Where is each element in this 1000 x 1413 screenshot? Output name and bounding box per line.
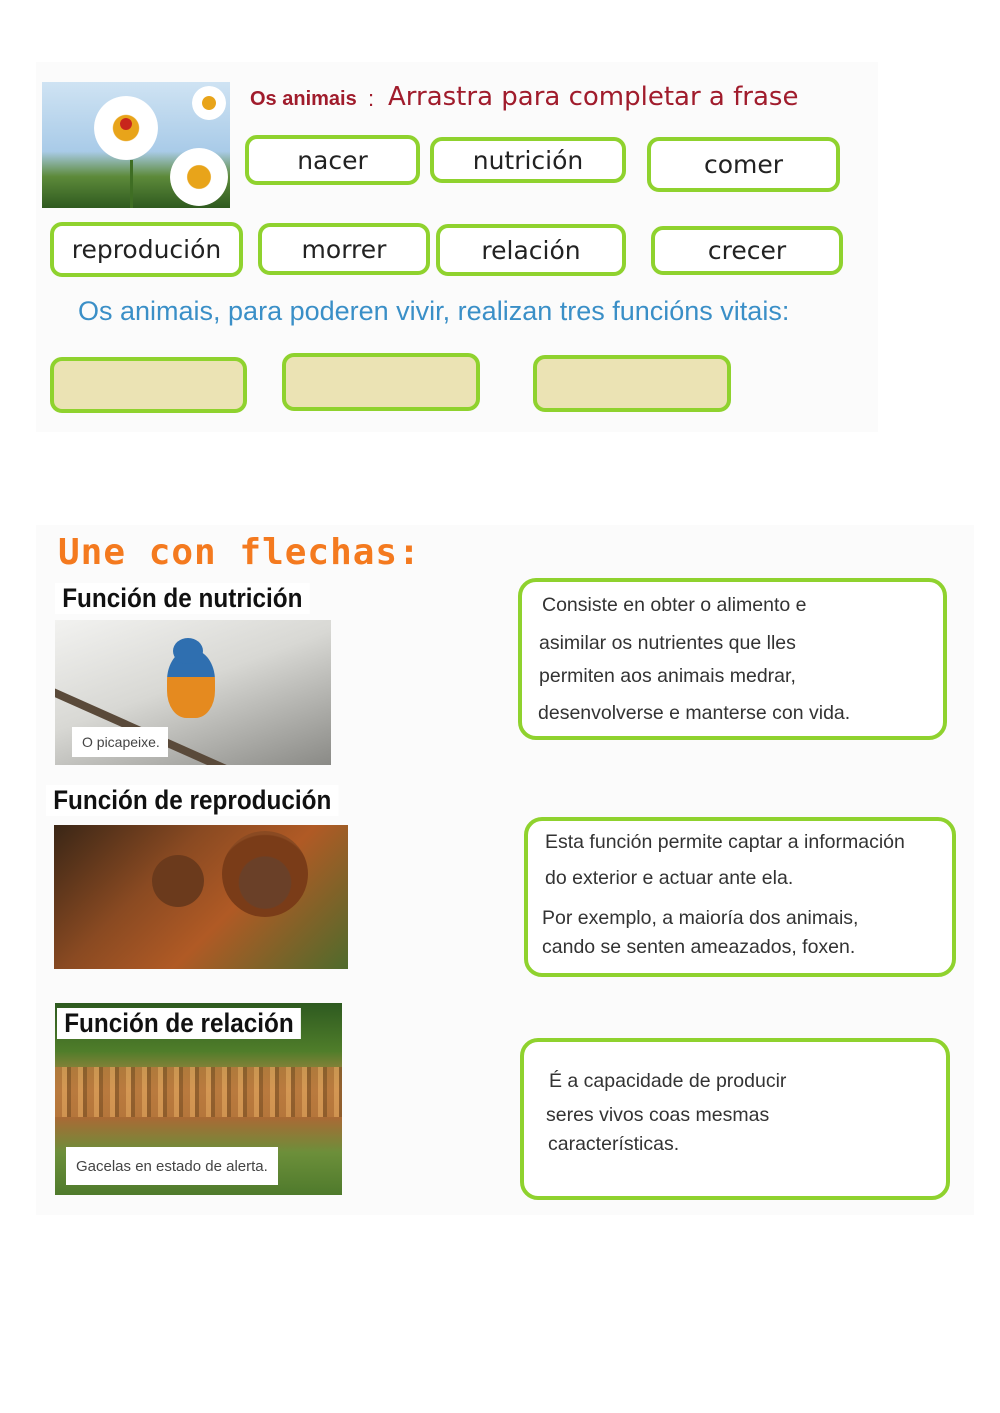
function-title-reproduction: Función de reprodución	[46, 785, 339, 816]
definition-3-line-2: seres vivos coas mesmas	[546, 1104, 770, 1126]
definition-1-line-3: permiten aos animais medrar,	[539, 665, 796, 687]
word-tile-comer[interactable]: comer	[647, 137, 840, 192]
drop-target-2[interactable]	[282, 353, 480, 411]
gazelles-caption: Gacelas en estado de alerta.	[66, 1147, 278, 1185]
definition-3-line-1: É a capacidade de producir	[549, 1070, 787, 1092]
definition-box-3[interactable]	[520, 1038, 950, 1200]
instruction-text: Arrastra para completar a frase	[388, 82, 799, 112]
sentence-text: Os animais, para poderen vivir, realizan tres funcións vitais:	[78, 296, 790, 326]
word-tile-crecer[interactable]: crecer	[651, 226, 843, 275]
word-tile-nacer[interactable]: nacer	[245, 135, 420, 185]
definition-1-line-4: desenvolverse e manterse con vida.	[538, 702, 851, 724]
function-title-nutrition: Función de nutrición	[55, 583, 310, 614]
header-separator: :	[368, 86, 375, 111]
match-section-title: Une con flechas:	[58, 532, 421, 573]
definition-box-1[interactable]	[518, 578, 947, 740]
orangutan-photo	[54, 825, 348, 969]
daisy-photo	[42, 82, 230, 208]
definition-2-line-4: cando se senten ameazados, foxen.	[542, 936, 856, 958]
definition-1-line-2: asimilar os nutrientes que lles	[539, 632, 796, 654]
definition-3-line-3: características.	[548, 1133, 680, 1155]
definition-1-line-1: Consiste en obter o alimento e	[542, 594, 807, 616]
word-tile-morrer[interactable]: morrer	[258, 223, 430, 275]
header-label: Os animais	[250, 88, 357, 110]
kingfisher-caption: O picapeixe.	[72, 727, 168, 757]
word-tile-reproducion[interactable]: reprodución	[50, 222, 243, 277]
definition-2-line-3: Por exemplo, a maioría dos animais,	[542, 907, 859, 929]
word-tile-relacion[interactable]: relación	[436, 224, 626, 276]
definition-box-2[interactable]	[524, 817, 956, 977]
drop-target-3[interactable]	[533, 355, 731, 412]
definition-2-line-2: do exterior e actuar ante ela.	[545, 867, 794, 889]
function-title-relation: Función de relación	[57, 1008, 301, 1039]
word-tile-nutricion[interactable]: nutrición	[430, 137, 626, 183]
drop-target-1[interactable]	[50, 357, 247, 413]
definition-2-line-1: Esta función permite captar a información	[545, 831, 905, 853]
